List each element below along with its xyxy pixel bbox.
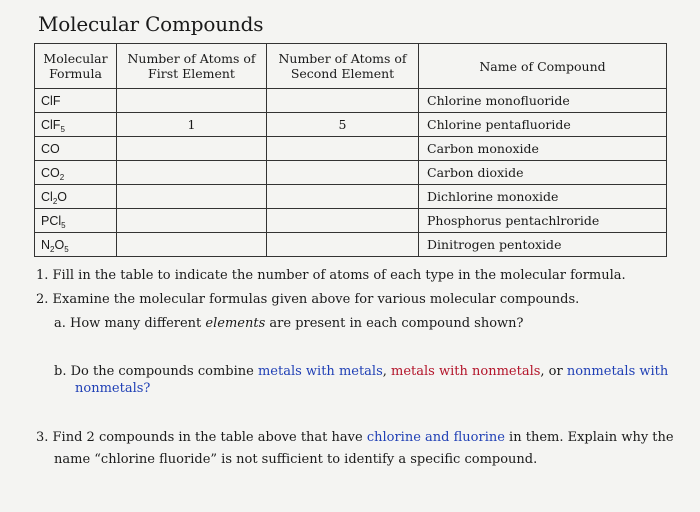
first-element-count[interactable]: [117, 209, 267, 233]
question-2b-cont: nonmetals?: [75, 381, 151, 396]
q2a-emphasis: elements: [205, 316, 266, 331]
q2b-metals-nonmetals: metals with nonmetals: [391, 364, 541, 379]
formula-subscript: 2: [52, 196, 58, 206]
formula-subscript: 2: [50, 244, 55, 254]
formula-symbol: ClF: [41, 117, 61, 132]
compounds-table: [34, 43, 667, 257]
compound-name: Chlorine monofluoride: [419, 89, 667, 113]
q3-text-end: in them. Explain why the: [504, 430, 674, 445]
compound-name: Carbon dioxide: [419, 161, 667, 185]
formula-cell: [35, 161, 117, 185]
formula-symbol: CO: [41, 165, 60, 180]
first-element-count[interactable]: 1: [117, 113, 267, 137]
formula-symbol: O: [54, 237, 65, 252]
formula-symbol: Cl: [41, 189, 53, 204]
q2a-text-end: are present in each compound shown?: [265, 316, 524, 331]
q3-highlight: chlorine and fluorine: [366, 430, 505, 445]
compound-name: Phosphorus pentachlroride: [419, 209, 667, 233]
formula-cell: [35, 89, 117, 113]
formula-symbol: PCl: [41, 213, 62, 228]
page-title: Molecular Compounds: [38, 12, 264, 36]
first-element-count[interactable]: [117, 89, 267, 113]
first-element-count[interactable]: [117, 137, 267, 161]
compound-name: Carbon monoxide: [419, 137, 667, 161]
second-element-count[interactable]: [267, 161, 419, 185]
q2b-sep2: , or: [540, 364, 567, 379]
question-2b: [54, 364, 668, 380]
second-element-count[interactable]: 5: [267, 113, 419, 137]
second-element-count[interactable]: [267, 233, 419, 257]
q2b-metals-metals: metals with metals: [257, 364, 383, 379]
question-2a: [54, 316, 524, 332]
question-3-line2: name “chlorine fluoride” is not sufficient to identify a specific compound.: [54, 452, 538, 467]
first-element-count[interactable]: [117, 185, 267, 209]
table-row: [35, 233, 667, 257]
q2b-text: b. Do the compounds combine: [54, 364, 258, 379]
formula-subscript: 2: [59, 172, 65, 182]
formula-cell: [35, 137, 117, 161]
table-header-row: [35, 44, 667, 89]
q2b-nonmetals-with: nonmetals with: [566, 364, 669, 379]
compound-name: Chlorine pentafluoride: [419, 113, 667, 137]
formula-symbol: CO: [41, 141, 60, 156]
header-second-element: Number of Atoms of Second Element: [267, 44, 419, 89]
second-element-count[interactable]: [267, 137, 419, 161]
header-first-element: Number of Atoms of First Element: [117, 44, 267, 89]
formula-cell: [35, 233, 117, 257]
formula-subscript: 5: [64, 244, 69, 254]
header-formula: Molecular Formula: [35, 44, 117, 89]
formula-symbol: O: [57, 189, 67, 204]
compound-name: Dichlorine monoxide: [419, 185, 667, 209]
question-3: [36, 430, 674, 446]
table-row: [35, 161, 667, 185]
q2a-text: a. How many different: [54, 316, 206, 331]
q3-text: 3. Find 2 compounds in the table above that have: [36, 430, 367, 445]
second-element-count[interactable]: [267, 185, 419, 209]
formula-symbol: N: [41, 237, 51, 252]
second-element-count[interactable]: [267, 89, 419, 113]
header-name: Name of Compound: [419, 44, 667, 89]
table-row: [35, 209, 667, 233]
question-2: 2. Examine the molecular formulas given above for various molecular compounds.: [36, 292, 580, 307]
formula-cell: [35, 113, 117, 137]
first-element-count[interactable]: [117, 161, 267, 185]
formula-cell: [35, 209, 117, 233]
first-element-count[interactable]: [117, 233, 267, 257]
formula-subscript: 5: [61, 220, 66, 230]
formula-subscript: 5: [60, 124, 65, 134]
table-row: [35, 113, 667, 137]
table-row: [35, 137, 667, 161]
formula-cell: [35, 185, 117, 209]
formula-symbol: F: [52, 93, 61, 108]
formula-symbol: Cl: [41, 93, 53, 108]
compound-name: Dinitrogen pentoxide: [419, 233, 667, 257]
q2b-sep: ,: [382, 364, 392, 379]
second-element-count[interactable]: [267, 209, 419, 233]
table-row: [35, 89, 667, 113]
table-row: [35, 185, 667, 209]
question-1: 1. Fill in the table to indicate the number of atoms of each type in the molecular formula.: [36, 268, 626, 283]
